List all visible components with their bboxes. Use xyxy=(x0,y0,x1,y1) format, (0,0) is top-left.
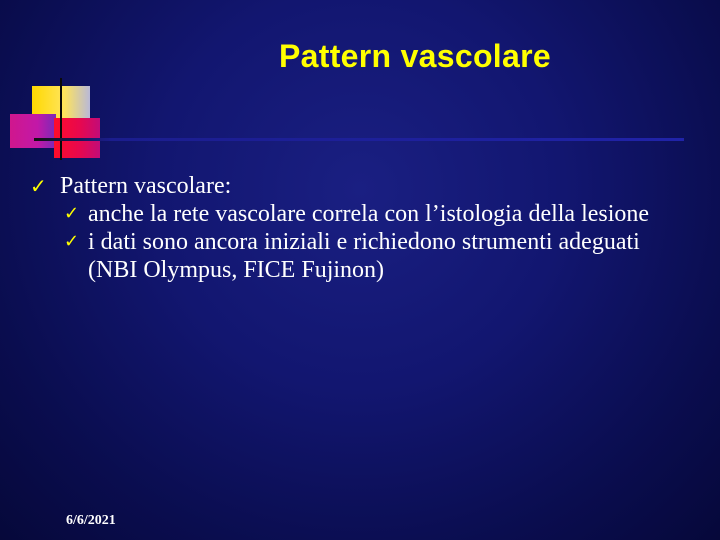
slide-body xyxy=(30,172,690,284)
vertical-divider xyxy=(60,78,62,160)
sub-bullet-item xyxy=(64,200,690,228)
sub-bullet-text: i dati sono ancora iniziali e richiedono strumenti adeguati (NBI Olympus, FICE Fujinon) xyxy=(88,229,640,283)
checkmark-icon: ✓ xyxy=(30,174,47,198)
bullet-text: Pattern vascolare: xyxy=(60,173,232,199)
title-underline xyxy=(34,138,684,141)
footer-date: 6/6/2021 xyxy=(66,513,116,528)
sub-bullet-text: anche la rete vascolare correla con l’istologia della lesione xyxy=(88,201,650,227)
magenta-square xyxy=(10,114,56,148)
decorative-logo xyxy=(0,0,110,170)
checkmark-icon: ✓ xyxy=(64,231,80,252)
bullet-item xyxy=(30,172,690,200)
sub-bullet-item xyxy=(64,228,690,284)
slide-title: Pattern vascolare xyxy=(279,38,551,74)
checkmark-icon: ✓ xyxy=(64,203,80,224)
